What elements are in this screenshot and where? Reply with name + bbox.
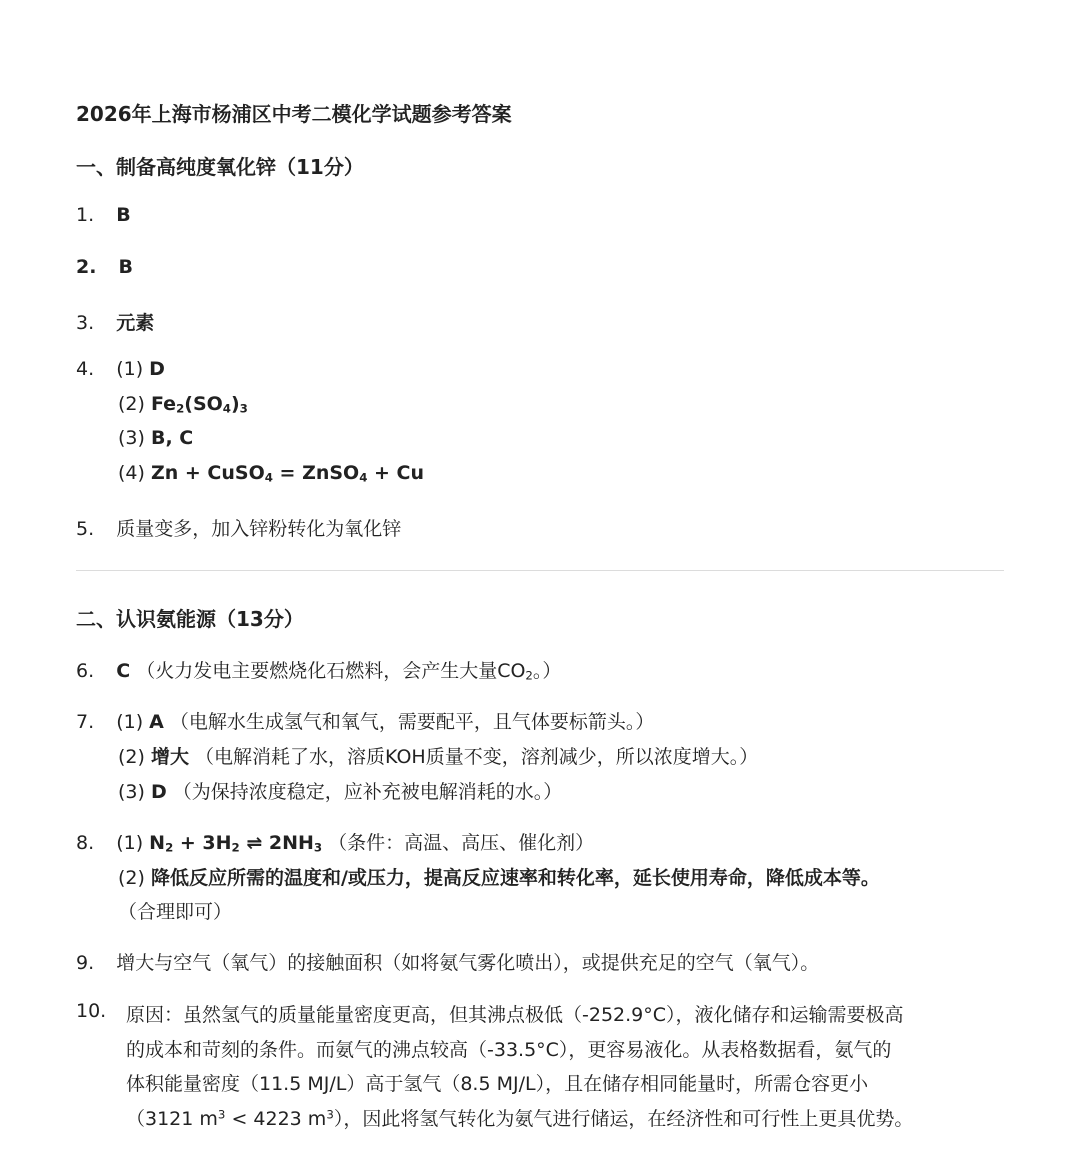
question-10-line-3: 体积能量密度（11.5 MJ/L）高于氢气（8.5 MJ/L），且在储存相同能量时，所需仓容更小 <box>126 1073 869 1095</box>
formula-text: Fe <box>150 393 177 415</box>
answer-text: （3121 m <box>126 1108 218 1130</box>
subscript: 3 <box>239 401 248 416</box>
question-1 <box>76 204 131 226</box>
formula-text: ) <box>230 393 240 415</box>
answer-text: ），因此将氢气转化为氨气进行储运，在经济性和可行性上更具优势。 <box>333 1108 914 1130</box>
question-7-part-2 <box>118 742 758 769</box>
section-divider <box>76 570 1004 571</box>
question-7-part-1 <box>76 707 654 734</box>
subscript: 2 <box>165 840 174 855</box>
subscript: 4 <box>264 470 273 485</box>
part-label: (1) <box>116 358 144 380</box>
equation-text: + Cu <box>367 462 425 484</box>
superscript: 3 <box>326 1107 334 1122</box>
answer: B <box>116 204 131 226</box>
answer: 增大与空气（氧气）的接触面积（如将氨气雾化喷出），或提供充足的空气（氧气）。 <box>116 952 820 974</box>
subscript: 2 <box>176 401 185 416</box>
explanation-text: （火力发电主要燃烧化石燃料，会产生大量CO <box>136 660 526 682</box>
part-label: (4) <box>118 462 145 484</box>
question-10-line-2: 的成本和苛刻的条件。而氨气的沸点较高（-33.5°C），更容易液化。从表格数据看，氨气的 <box>126 1039 892 1061</box>
equation-text: Zn + CuSO <box>150 462 265 484</box>
answer: C <box>116 660 131 682</box>
explanation <box>136 660 561 682</box>
question-4-part-3 <box>118 427 193 449</box>
question-7-part-3 <box>118 777 562 804</box>
part-label: (1) <box>116 832 144 854</box>
answer: B, C <box>150 427 194 449</box>
part-label: (1) <box>116 711 144 733</box>
question-number: 7. <box>76 711 95 733</box>
question-10-line-1: 原因：虽然氢气的质量能量密度更高，但其沸点极低（-252.9°C），液化储存和运输需要极高 <box>126 1004 904 1026</box>
formula-answer <box>151 393 248 415</box>
question-number: 8. <box>76 832 95 854</box>
equation-answer <box>149 832 322 854</box>
subscript: 2 <box>231 840 240 855</box>
question-10-line-4 <box>126 1104 913 1131</box>
question-5 <box>76 514 401 541</box>
formula-text: (SO <box>184 393 223 415</box>
answer-text: < 4223 m <box>225 1108 327 1130</box>
answer: B <box>118 256 133 278</box>
question-number: 5. <box>76 518 95 540</box>
question-4-part-1 <box>76 358 165 380</box>
question-6 <box>76 656 561 683</box>
subscript: 2 <box>525 668 533 683</box>
part-label: (2) <box>118 867 145 889</box>
answer: 增大 <box>150 746 189 768</box>
answer: 元素 <box>116 312 155 334</box>
equation-text: + 3H <box>173 832 232 854</box>
explanation: （电解水生成氢气和氧气，需要配平，且气体要标箭头。） <box>169 711 655 733</box>
question-number: 3. <box>76 312 95 334</box>
page-title: 2026年上海市杨浦区中考二模化学试题参考答案 <box>76 102 512 126</box>
question-number: 1. <box>76 204 95 226</box>
part-label: (3) <box>118 781 145 803</box>
section-heading-1: 一、制备高纯度氧化锌（11分） <box>76 155 364 179</box>
question-number: 9. <box>76 952 95 974</box>
answer: A <box>149 711 164 733</box>
explanation: （电解消耗了水，溶质KOH质量不变，溶剂减少，所以浓度增大。） <box>195 746 759 768</box>
subscript: 3 <box>313 840 323 855</box>
explanation: （条件：高温、高压、催化剂） <box>328 832 595 854</box>
superscript: 3 <box>217 1107 226 1122</box>
equation-text: ⇌ 2NH <box>239 832 314 854</box>
question-number: 2. <box>76 256 97 278</box>
question-3 <box>76 308 154 335</box>
part-label: (2) <box>118 393 145 415</box>
equation-answer <box>151 462 424 484</box>
question-10-number: 10. <box>76 1000 107 1022</box>
part-label: (3) <box>118 427 145 449</box>
answer: 降低反应所需的温度和/或压力，提高反应速率和转化率，延长使用寿命，降低成本等。 <box>150 867 880 889</box>
part-label: (2) <box>118 746 145 768</box>
explanation: （为保持浓度稳定，应补充被电解消耗的水。） <box>172 781 563 803</box>
question-9 <box>76 948 819 975</box>
section-heading-2: 二、认识氨能源（13分） <box>76 607 304 631</box>
question-4-part-4 <box>118 462 424 484</box>
equation-text: N <box>149 832 166 854</box>
subscript: 4 <box>359 470 368 485</box>
question-number: 6. <box>76 660 95 682</box>
question-2 <box>76 256 133 278</box>
question-8-part-1 <box>76 828 594 855</box>
subscript: 4 <box>222 401 231 416</box>
answer: D <box>149 358 165 380</box>
question-8-part-2-note: （合理即可） <box>118 901 233 923</box>
question-4-part-2 <box>118 393 248 415</box>
question-number: 4. <box>76 358 95 380</box>
answer: 质量变多，加入锌粉转化为氧化锌 <box>116 518 402 540</box>
explanation-text: 。） <box>532 660 562 682</box>
answer: D <box>150 781 167 803</box>
question-8-part-2 <box>118 863 880 890</box>
equation-text: = ZnSO <box>272 462 360 484</box>
